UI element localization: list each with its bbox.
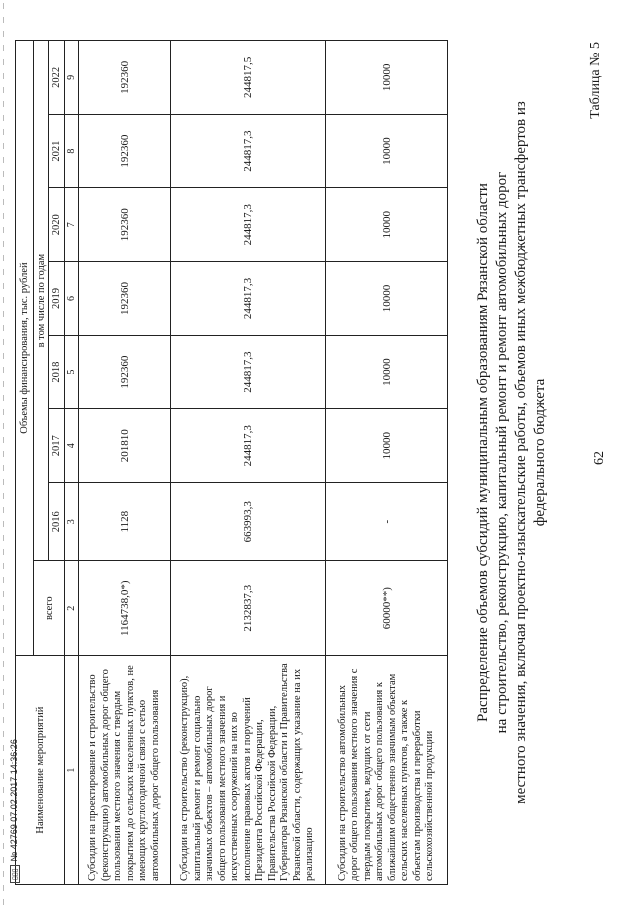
- page-number: 62: [592, 451, 607, 465]
- year-value: 244817,5: [171, 41, 326, 115]
- column-index: 2: [65, 561, 79, 656]
- heading-line: местного значения, включая проектно-изыскательские работы, объемов иных межбюджетных трансфертов из: [513, 101, 529, 804]
- year-value: 192360: [79, 114, 171, 188]
- stamp-text: № 42769 07.02.2017 14:36:26: [9, 739, 19, 862]
- year-header: 2019: [49, 262, 65, 336]
- measure-name: Субсидии на строительство (реконструкцию), капитальный ремонт и ремонт социально значимых объектов – автомобильных дорог общего пользования местного значения и искусственных сооружений на них во исполнение правовых актов и поручений Президента Российской Федерации, Правительства Российской Федерации, Губернатора Рязанской области и Правительства Рязанской области, содержащих указание на их реализацию: [171, 656, 326, 885]
- year-value: 10000: [326, 262, 448, 336]
- year-value: 192360: [79, 262, 171, 336]
- total-value: 2132837,3: [171, 561, 326, 656]
- measure-name: Субсидии на строительство автомобильных дорог общего пользования местного значения с твердым покрытием, ведущих от сети автомобильных дорог общего пользования к ближайшим общественно значимым объектам сельских населенных пунктов, а также к объектам производства и переработки сельскохозяйственной продукции: [326, 656, 448, 885]
- header-total: всего: [34, 561, 65, 656]
- year-value: 244817,3: [171, 262, 326, 336]
- table-row: [326, 41, 448, 885]
- stamp-logo: ▯▯▯: [10, 865, 20, 883]
- column-index: 4: [65, 409, 79, 483]
- year-value: 244817,3: [171, 409, 326, 483]
- document-heading: [474, 20, 550, 885]
- year-value: 10000: [326, 41, 448, 115]
- table-row: [171, 41, 326, 885]
- year-header: 2018: [49, 335, 65, 409]
- year-value: 244817,3: [171, 188, 326, 262]
- heading-line: Распределение объемов субсидий муниципальным образованиям Рязанской области: [475, 183, 491, 722]
- column-index: 8: [65, 114, 79, 188]
- year-value: 1128: [79, 483, 171, 561]
- total-value: 60000**): [326, 561, 448, 656]
- year-value: 10000: [326, 114, 448, 188]
- year-header: 2022: [49, 41, 65, 115]
- year-header: 2020: [49, 188, 65, 262]
- year-value: 192360: [79, 188, 171, 262]
- year-value: 10000: [326, 335, 448, 409]
- column-index: 1: [65, 656, 79, 885]
- table-label: Таблица № 5: [588, 42, 603, 119]
- registration-stamp: [9, 739, 20, 883]
- year-value: 201810: [79, 409, 171, 483]
- year-value: 244817,3: [171, 335, 326, 409]
- year-header: 2021: [49, 114, 65, 188]
- year-value: 10000: [326, 188, 448, 262]
- year-value: 192360: [79, 41, 171, 115]
- header-funding: Объемы финансирования, тыс. рублей: [16, 41, 34, 656]
- year-value: -: [326, 483, 448, 561]
- total-value: 1164738,0*): [79, 561, 171, 656]
- heading-line: на строительство, реконструкцию, капитальный ремонт и ремонт автомобильных дорог: [494, 171, 510, 734]
- column-index: 7: [65, 188, 79, 262]
- heading-line: федерального бюджета: [532, 378, 548, 527]
- column-index: 6: [65, 262, 79, 336]
- subsidy-table: [15, 40, 448, 885]
- header-measures: Наименование мероприятий: [16, 656, 65, 885]
- year-value: 10000: [326, 409, 448, 483]
- table-row: [79, 41, 171, 885]
- scan-edge: [3, 0, 4, 905]
- column-index: 3: [65, 483, 79, 561]
- column-index: 9: [65, 41, 79, 115]
- year-value: 192360: [79, 335, 171, 409]
- year-header: 2016: [49, 483, 65, 561]
- year-value: 663993,3: [171, 483, 326, 561]
- column-index: 5: [65, 335, 79, 409]
- year-header: 2017: [49, 409, 65, 483]
- year-value: 244817,3: [171, 114, 326, 188]
- header-by-year: в том числе по годам: [34, 41, 49, 561]
- measure-name: Субсидии на проектирование и строительство (реконструкцию) автомобильных дорог общего пользования местного значения с твердым покрытием до сельских населенных пунктов, не имеющих круглогодичной связи с сетью автомобильных дорог общего пользования: [79, 656, 171, 885]
